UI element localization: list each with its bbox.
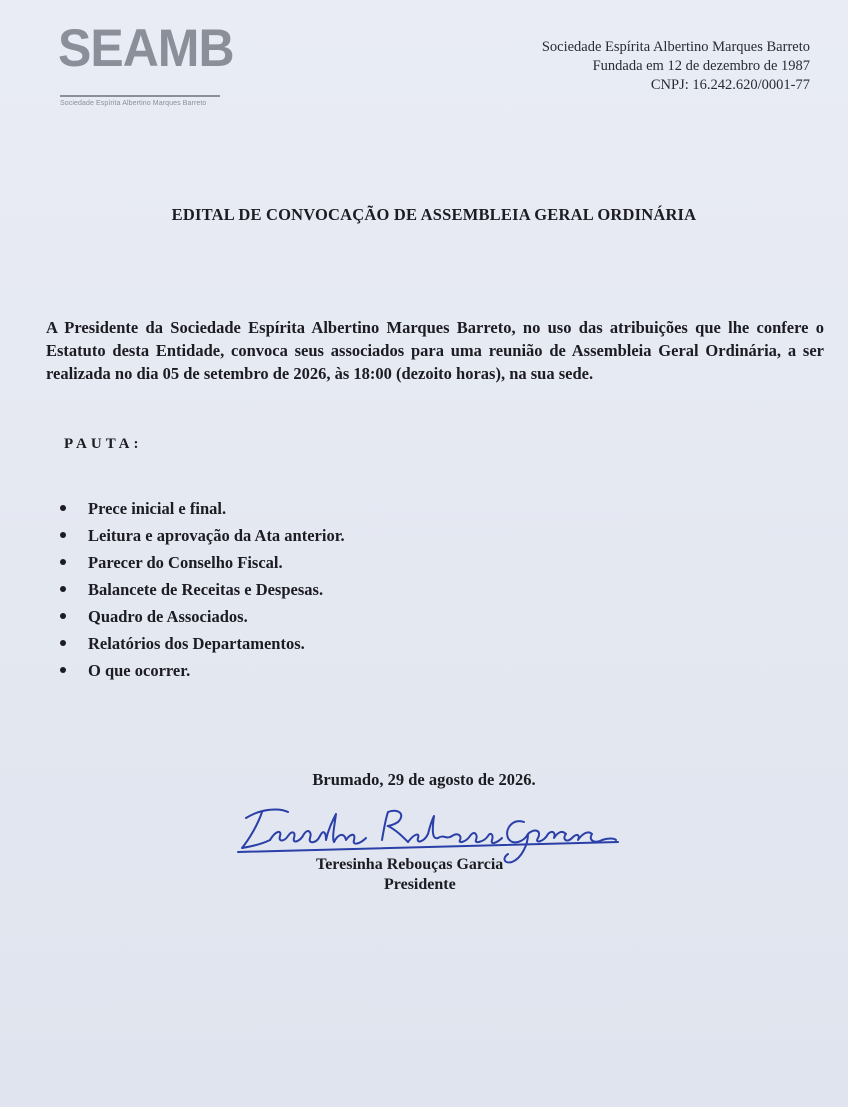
agenda-item-text: Balancete de Receitas e Despesas. [88,580,324,599]
logo-subtitle: Sociedade Espírita Albertino Marques Barreto [60,100,207,107]
seamb-logo [58,18,234,107]
document-title: EDITAL DE CONVOCAÇÃO DE ASSEMBLEIA GERAL ORDINÁRIA [171,205,697,224]
bullet-icon [60,559,66,565]
agenda-item-text: Prece inicial e final. [88,499,227,518]
agenda-item [60,633,345,660]
signer-role: Presidente [384,876,456,893]
agenda-item-text: Parecer do Conselho Fiscal. [88,553,283,572]
place-date: Brumado, 29 de agosto de 2026. [312,770,536,789]
logo-wordmark: SEAMB [58,18,234,78]
agenda-item [60,552,345,579]
bullet-icon [60,640,66,646]
agenda-item [60,525,345,552]
agenda-item [60,660,345,687]
agenda-item-text: Relatórios dos Departamentos. [88,634,305,653]
agenda-item [60,606,345,633]
organization-info [542,38,810,95]
bullet-icon [60,613,66,619]
agenda-item-text: O que ocorrer. [88,661,191,680]
signer-name: Teresinha Rebouças Garcia [316,856,504,873]
agenda-list [60,498,345,687]
org-cnpj: CNPJ: 16.242.620/0001-77 [650,77,810,93]
bullet-icon [60,505,66,511]
bullet-icon [60,532,66,538]
agenda-item [60,498,345,525]
agenda-heading: PAUTA: [64,436,143,452]
agenda-item-text: Leitura e aprovação da Ata anterior. [88,526,345,545]
bullet-icon [60,586,66,592]
agenda-item-text: Quadro de Associados. [88,607,248,626]
intro-paragraph: A Presidente da Sociedade Espírita Albertino Marques Barreto, no uso das atribuições que lhe confere o Estatuto desta Entidade, convoca seus associados para uma reunião de Assembleia Geral Ordinária, a ser realizada no dia 05 de setembro de 2026, às 18:00 (dezoito horas), na sua sede. [46,318,824,383]
logo-underline [60,95,220,97]
bullet-icon [60,667,66,673]
org-founded: Fundada em 12 de dezembro de 1987 [592,58,810,74]
org-name: Sociedade Espírita Albertino Marques Barreto [541,39,810,55]
agenda-item [60,579,345,606]
